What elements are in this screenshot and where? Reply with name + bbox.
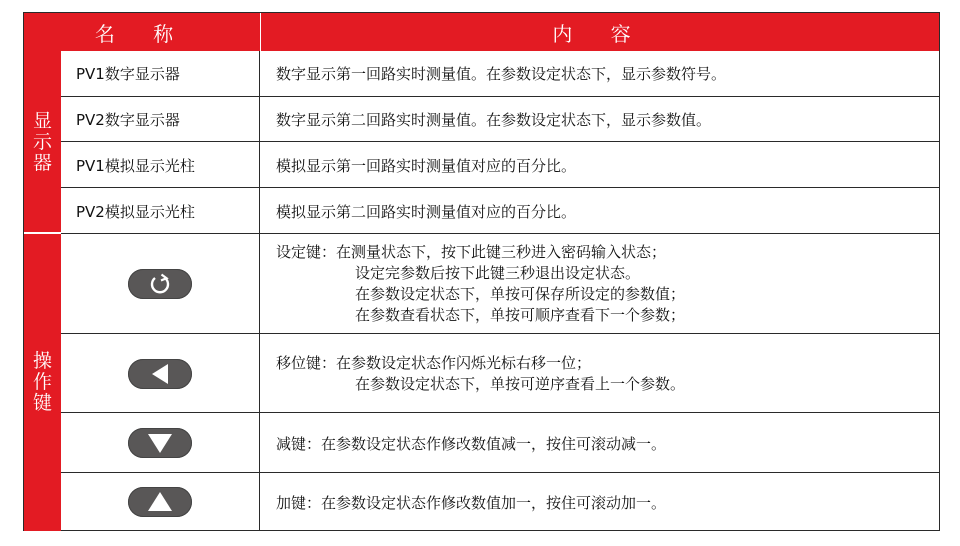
shift-key [128, 359, 192, 389]
row-content: 减键：在参数设定状态作修改数值减一，按住可滚动减一。 [276, 434, 667, 453]
content-column-header: 内 容 [552, 21, 647, 46]
row-name: PV1模拟显示光柱 [61, 142, 260, 188]
row-content: 模拟显示第二回路实时测量值对应的百分比。 [276, 202, 577, 221]
key-cell [61, 413, 260, 473]
left-arrow-icon [148, 362, 172, 386]
table-row [61, 412, 939, 473]
table-row [61, 96, 939, 142]
content-line: 在参数查看状态下，单按可顺序查看下一个参数； [355, 306, 686, 324]
content-line: 在参数设定状态下，单按可保存所设定的参数值； [355, 285, 686, 303]
table-row [61, 51, 939, 96]
display-label-char: 显 [32, 109, 52, 132]
row-name: PV2模拟显示光柱 [61, 188, 260, 234]
table-row [61, 141, 939, 188]
display-label-char: 器 [32, 151, 52, 174]
table-row [61, 233, 939, 334]
keys-label-char: 键 [32, 392, 52, 414]
row-name: PV2数字显示器 [61, 97, 260, 142]
key-cell [61, 473, 260, 531]
display-section-label [24, 51, 61, 233]
key-cell [61, 334, 260, 413]
table-row [61, 187, 939, 234]
row-content: 加键：在参数设定状态作修改数值加一，按住可滚动加一。 [276, 493, 667, 512]
row-content [260, 334, 939, 413]
keys-label-char: 作 [32, 371, 52, 393]
content-line: 移位键：在参数设定状态作闪烁光标右移一位； [276, 353, 592, 372]
row-content [260, 234, 939, 334]
name-column-header: 名 称 [94, 21, 190, 46]
set-key [128, 269, 192, 299]
content-line: 在参数设定状态下，单按可逆序查看上一个参数。 [355, 374, 686, 393]
table-row [61, 333, 939, 413]
content-line: 设定完参数后按下此键三秒退出设定状态。 [355, 264, 641, 282]
table-row [61, 472, 939, 531]
table-header [24, 13, 939, 51]
keys-label-char: 操 [32, 350, 52, 372]
display-label-char: 示 [32, 130, 52, 153]
row-content: 模拟显示第一回路实时测量值对应的百分比。 [276, 156, 577, 175]
row-content: 数字显示第二回路实时测量值。在参数设定状态下，显示参数值。 [276, 111, 712, 129]
up-arrow-icon [145, 490, 175, 514]
spec-table [23, 12, 940, 531]
row-name: PV1数字显示器 [61, 51, 260, 96]
up-key [128, 487, 192, 517]
content-line: 设定键：在测量状态下，按下此键三秒进入密码输入状态； [276, 243, 667, 261]
refresh-icon [145, 272, 175, 296]
down-arrow-icon [145, 431, 175, 455]
key-cell [61, 234, 260, 334]
down-key [128, 428, 192, 458]
keys-section-label [24, 234, 61, 531]
row-content: 数字显示第一回路实时测量值。在参数设定状态下，显示参数符号。 [276, 65, 727, 83]
